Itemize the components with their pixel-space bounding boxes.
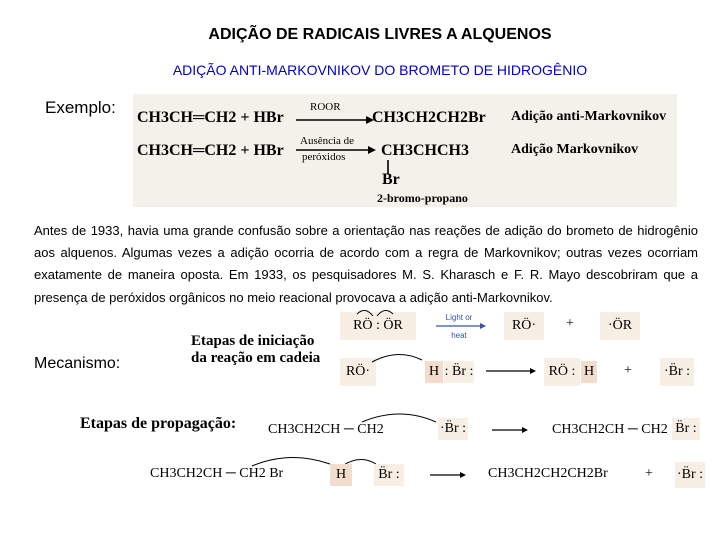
peroxide-reactant: RÖ : ÖR	[340, 312, 416, 340]
initiation-condition-line2: heat	[451, 331, 467, 340]
reaction2-product-name: 2-bromo-propano	[377, 191, 468, 205]
initiation-arrow-1	[436, 322, 486, 330]
homolysis-curved-arrows	[355, 306, 395, 318]
propagation-radical-product: CH3CH2CH ─ CH2	[552, 422, 668, 437]
initiation-plus-2: +	[624, 363, 632, 378]
propagation-product-bromine: B̈r :	[672, 418, 700, 440]
alcohol-ro: RÖ :	[544, 358, 580, 386]
reaction1-arrow	[294, 116, 374, 126]
initiation-arrow-2	[486, 367, 536, 375]
propagation-arrow-1	[492, 427, 528, 433]
hbr-hydrogen: H	[425, 361, 443, 383]
reaction2-substituent: Br	[382, 171, 400, 188]
page-subtitle: ADIÇÃO ANTI-MARKOVNIKOV DO BROMETO DE HIDROGÊNIO	[172, 62, 588, 78]
bromine-radical-reactant: ·B̈r :	[438, 418, 468, 440]
page-title: ADIÇÃO DE RADICAIS LIVRES A ALQUENOS	[208, 26, 552, 43]
propagation-alkene: CH3CH2CH ─ CH2	[268, 422, 384, 437]
initiation-plus-1: +	[566, 316, 574, 331]
initiation-curved-arrow	[370, 352, 430, 364]
propagation-plus: +	[645, 466, 653, 481]
propagation-title: Etapas de propagação:	[80, 415, 237, 432]
alkoxy-radical-reactant: RÖ·	[340, 358, 376, 386]
propagation-bromine-radical-regenerated: ·B̈r :	[675, 462, 705, 488]
reaction1-product: CH3CH2CH2Br	[372, 109, 486, 126]
propagation-hbr-hydrogen: H	[330, 464, 352, 486]
alkoxy-radical-2: ·ÖR	[600, 312, 640, 340]
history-paragraph: Antes de 1933, havia uma grande confusão sobre a orientação nas reações de adição do brometo de hidrogênio aos alquenos. Algumas vezes a adição ocorria de acordo com a regra de Markovnikov; outras vezes ocorriam exatamente de maneira oposta. Em 1933, os pesquisadores M. S. Kharasch e F. R. Mayo descobriram que a presença de peróxidos orgânicos no meio reacional provocava a adição anti-Markovnikov.	[34, 223, 698, 305]
propagation-hbr-bromine: B̈r :	[374, 464, 404, 486]
propagation-curved-arrows-1	[360, 410, 440, 424]
alcohol-hydrogen: H	[581, 361, 597, 383]
propagation-curved-arrows-2	[250, 454, 380, 468]
reaction2-type: Adição Markovnikov	[511, 142, 639, 157]
initiation-title-line1: Etapas de iniciação	[191, 333, 315, 349]
reaction1-reactants: CH3CH═CH2 + HBr	[137, 109, 284, 126]
reaction2-product: CH3CHCH3	[381, 142, 469, 159]
reaction1-type: Adição anti-Markovnikov	[511, 109, 667, 124]
initiation-title-line2: da reação em cadeia	[191, 350, 321, 366]
reaction2-condition-line1: Ausência de	[300, 135, 355, 147]
propagation-alkyl-radical: CH3CH2CH ─ CH2 Br	[150, 466, 284, 481]
reaction2-reactants: CH3CH═CH2 + HBr	[137, 142, 284, 159]
propagation-arrow-2	[430, 472, 466, 478]
propagation-final-product: CH3CH2CH2CH2Br	[488, 466, 608, 481]
example-label: Exemplo:	[45, 98, 116, 117]
alkoxy-radical-1: RÖ·	[504, 312, 544, 340]
reaction2-condition-line2: peróxidos	[302, 151, 346, 163]
initiation-condition-line1: Light or	[445, 313, 473, 322]
bromine-radical-product: ·B̈r :	[660, 358, 694, 386]
mechanism-label: Mecanismo:	[34, 355, 121, 372]
hbr-bromine: : B̈r :	[444, 361, 474, 383]
reaction1-condition: ROOR	[310, 101, 341, 113]
